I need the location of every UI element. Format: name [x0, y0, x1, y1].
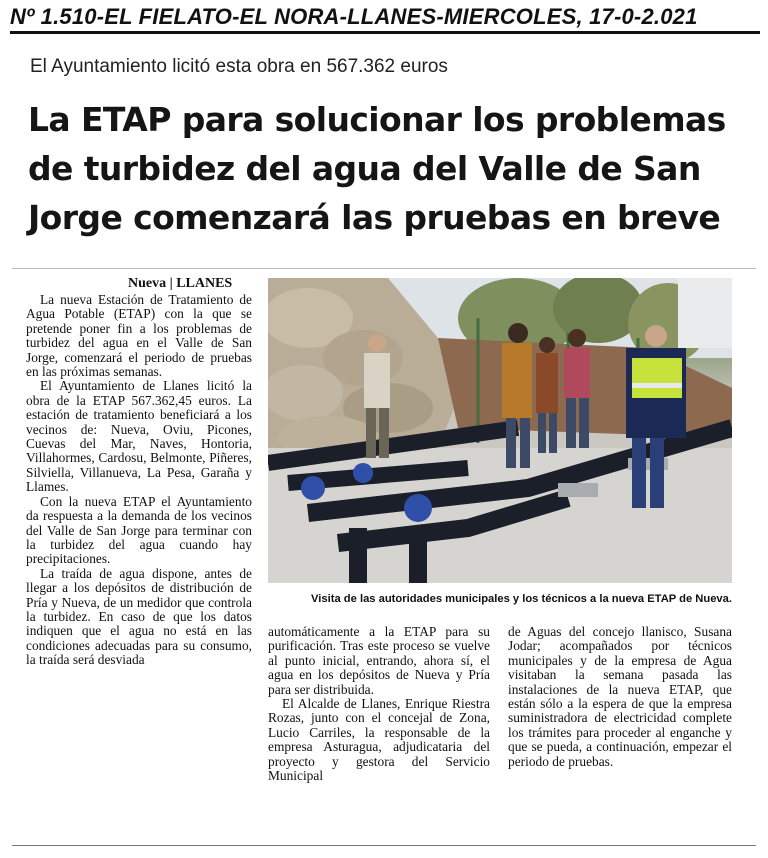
paragraph: La traída de agua dispone, antes de llegar a los depósitos de distribución de Pría y Nueva, de un medidor que controla la turbidez. En caso de que los datos indiquen que el agua no está en las condiciones adecuadas para su consumo, la traída será desviada	[26, 565, 252, 668]
headline	[28, 95, 748, 242]
kicker: El Ayuntamiento licitó esta obra en 567.362 euros	[30, 56, 448, 77]
article-photo	[268, 278, 732, 583]
article-column-2	[268, 625, 490, 783]
photo-illustration	[268, 278, 732, 583]
photo-caption: Visita de las autoridades municipales y los técnicos a la nueva ETAP de Nueva.	[311, 593, 732, 605]
headline-line: de turbidez del agua del Valle de San	[28, 149, 701, 188]
paragraph: de Aguas del concejo llanisco, Susana Jodar; acompañados por técnicos municipales y de la empresa de Agua visitaban la semana pasada las instalaciones de la nueva ETAP, que están sólo a la espera de que la empresa suministradora de electricidad complete los trámites para proceder al enganche y que se pueda, a continuación, empezar el periodo de pruebas.	[508, 624, 732, 769]
paragraph: automáticamente a la ETAP para su purificación. Tras este proceso se vuelve al punto inicial, entrando, ahora sí, el agua en los depósitos de Nueva y Pría para ser distribuida.	[268, 624, 490, 697]
masthead: Nº 1.510-EL FIELATO-EL NORA-LLANES-MIERCOLES, 17-0-2.021	[10, 4, 760, 34]
article-column-3	[508, 625, 732, 769]
headline-line: La ETAP para solucionar los problemas	[28, 100, 726, 139]
divider	[12, 845, 756, 846]
divider	[12, 268, 756, 269]
paragraph: El Alcalde de Llanes, Enrique Riestra Rozas, junto con el concejal de Zona, Lucio Carriles, la responsable de la empresa Asturagua, adjudicataria del proyecto y gestora del Servicio Municipal	[268, 696, 490, 784]
paragraph: La nueva Estación de Tratamiento de Agua Potable (ETAP) con la que se pretende poner fin a los problemas de turbidez del agua en el Valle de San Jorge, comenzará el periodo de pruebas en las próximas semanas.	[26, 292, 252, 380]
article-column-1	[26, 293, 252, 668]
headline-line: Jorge comenzará las pruebas en breve	[28, 198, 721, 237]
paragraph: Con la nueva ETAP el Ayuntamiento da respuesta a la demanda de los vecinos del Valle de San Jorge para terminar con la turbidez del agua cuando hay precipitaciones.	[26, 493, 252, 567]
byline: Nueva | LLANES	[128, 276, 233, 291]
paragraph: El Ayuntamiento de Llanes licitó la obra de la ETAP 567.362,45 euros. La estación de tratamiento beneficiará a los vecinos de: Nueva, Oviu, Picones, Cuevas del Mar, Naves, Hontoria, Villahormes, Cardosu, Belmonte, Piñeres, Silviella, Villanueva, La Pesa, Garaña y Llames.	[26, 378, 252, 495]
